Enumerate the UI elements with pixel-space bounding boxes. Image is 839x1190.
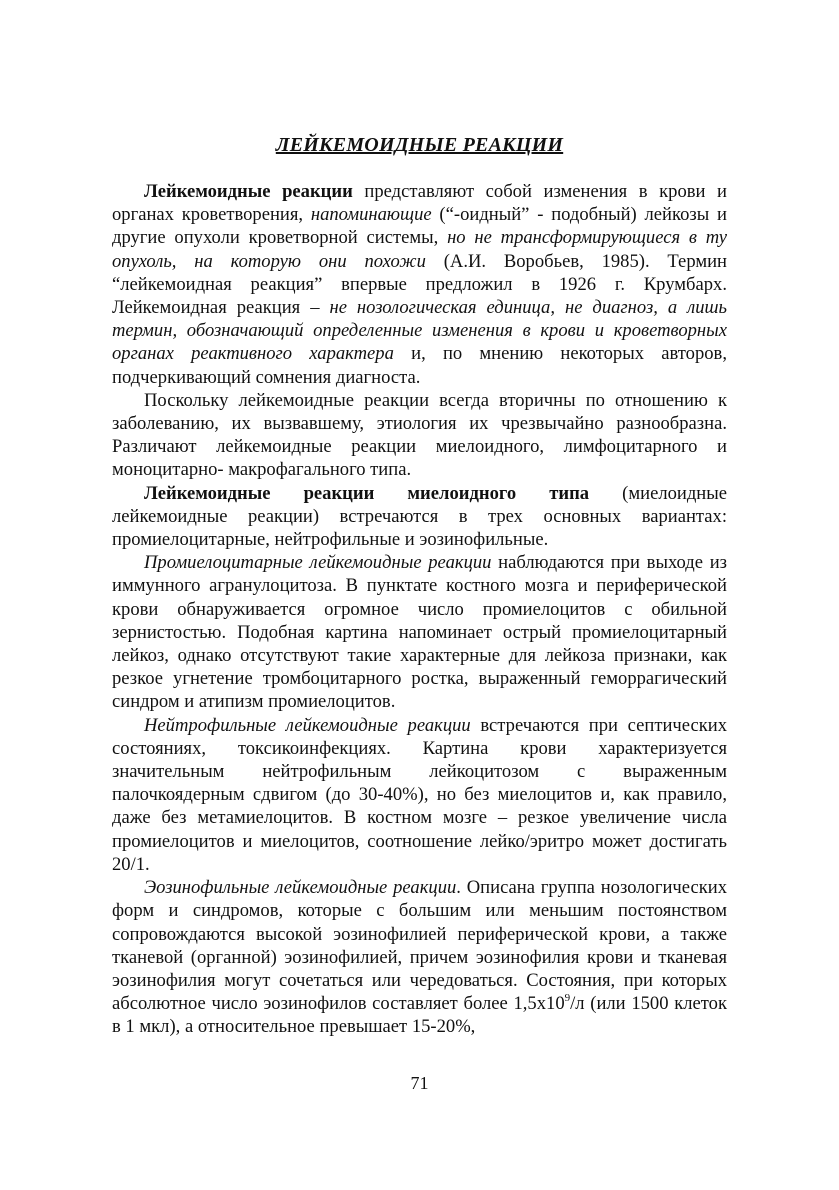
italic-phrase: Эозинофильные лейкемоидные реакции — [144, 877, 457, 899]
text-run: и, по мнению некоторых авторов, подчеркивающий сомнения диагноста. — [112, 343, 727, 388]
text-run: (миелоидные лейкемоидные реакции) встречаются в трех основных вариантах: промиелоцитарные, нейтрофильные и эозинофильные. — [112, 482, 728, 551]
text-run: Поскольку лейкемоидные реакции всегда вторичны по отношению к заболеванию, их вызвавшему, этиология их чрезвычайно разнообразна. Различают лейкемоидные реакции миелоидного, лимфоцитарного и моноцитарно- макрофагального типа. — [112, 389, 727, 481]
text-run: (“-оидный” - подобный) лейкозы и другие опухоли кроветворной системы, — [112, 204, 727, 249]
text-run: встречаются при септических состояниях, токсикоинфекциях. Картина крови характеризуется значительным нейтрофильным лейкоцитозом с выраженным палочкоядерным сдвигом (до 30-40%), но без миелоцитов и, как правило, даже без метамиелоцитов. В костном мозге – резкое увеличение числа промиелоцитов и миелоцитов, соотношение лейко/эритро может достигать 20/1. — [112, 714, 728, 875]
body-text — [112, 180, 727, 1039]
italic-phrase: Нейтрофильные лейкемоидные реакции — [144, 714, 471, 736]
bold-term: Лейкемоидные реакции — [144, 181, 353, 202]
text-run: наблюдаются при выходе из иммунного агранулоцитоза. В пунктате костного мозга и периферической крови обнаруживается огромное число промиелоцитов с обильной зернистостью. Подобная картина напоминает острый промиелоцитарный лейкоз, однако отсутствуют такие характерные для лейкоза признаки, как резкое угнетение тромбоцитарного ростка, выраженный геморрагический синдром и атипизм промиелоцитов. — [112, 552, 727, 713]
paragraph — [112, 876, 727, 1038]
paragraph — [112, 482, 727, 552]
paragraph — [112, 714, 727, 876]
bold-term: Лейкемоидные реакции миелоидного типа — [144, 482, 590, 504]
text-run: /л (или 1500 клеток в 1 мкл), а относительное превышает 15-20%, — [112, 993, 727, 1038]
paragraph — [112, 389, 727, 482]
page-number: 71 — [410, 1073, 429, 1093]
text-run: представляют собой изменения в крови и органах кроветворения, — [112, 181, 727, 226]
italic-phrase: но не трансформирующиеся в ту опухоль, на которую они похожи — [112, 227, 727, 272]
italic-phrase: Промиелоцитарные лейкемоидные реакции — [144, 552, 492, 574]
text-run: . Описана группа нозологических форм и синдромов, которые с большим или меньшим постоянством сопровождаются высокой эозинофилией периферической крови, а также тканевой (органной) эозинофилией, причем эозинофилия крови и тканевая эозинофилия могут сочетаться или чередоваться. Состояния, при которых абсолютное число эозинофилов составляет более 1,5x10 — [112, 877, 727, 1015]
paragraph — [112, 551, 727, 713]
paragraph — [112, 180, 727, 389]
superscript: 9 — [564, 992, 571, 1005]
page-title: ЛЕЙКЕМОИДНЫЕ РЕАКЦИИ — [275, 134, 564, 156]
text-run: (А.И. Воробьев, 1985). Термин “лейкемоидная реакция” впервые предложил в 1926 г. Крумбарх. Лейкемоидная реакция – — [112, 250, 727, 319]
italic-phrase: напоминающие — [310, 204, 432, 226]
italic-phrase: не нозологическая единица, не диагноз, а лишь термин, обозначающий определенные изменения в крови и кроветворных органах реактивного характера — [112, 297, 727, 365]
